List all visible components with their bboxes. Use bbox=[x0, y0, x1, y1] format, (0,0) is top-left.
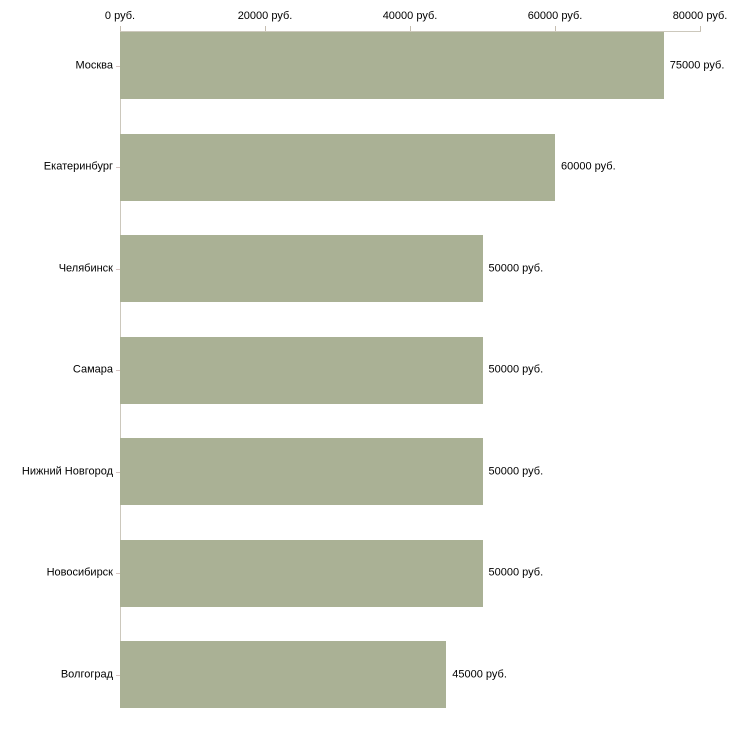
x-axis-tick-label: 60000 руб. bbox=[527, 10, 583, 22]
category-label: Челябинск bbox=[58, 262, 113, 274]
bar-5 bbox=[120, 438, 483, 505]
category-tick bbox=[116, 370, 120, 371]
category-tick bbox=[116, 66, 120, 67]
category-label: Новосибирск bbox=[46, 566, 113, 579]
value-label: 75000 руб. bbox=[669, 59, 725, 71]
bar-4 bbox=[120, 337, 483, 404]
value-label: 50000 руб. bbox=[488, 262, 544, 274]
category-label: Волгоград bbox=[60, 668, 113, 680]
x-axis-tick bbox=[410, 26, 411, 31]
x-axis-tick-label: 0 руб. bbox=[104, 10, 136, 22]
bar-1 bbox=[120, 32, 664, 99]
category-tick bbox=[116, 472, 120, 473]
x-axis-tick-label: 20000 руб. bbox=[237, 10, 293, 22]
category-tick bbox=[116, 573, 120, 574]
category-tick bbox=[116, 167, 120, 168]
bar-3 bbox=[120, 235, 483, 302]
x-axis-tick bbox=[265, 26, 266, 31]
bar-6 bbox=[120, 540, 483, 607]
category-label: Нижний Новгород bbox=[21, 465, 113, 477]
x-axis-tick-label: 80000 руб. bbox=[672, 10, 728, 22]
value-label: 50000 руб. bbox=[488, 566, 544, 579]
category-tick bbox=[116, 675, 120, 676]
x-axis-tick bbox=[700, 26, 701, 31]
value-label: 50000 руб. bbox=[488, 363, 544, 376]
value-label: 45000 руб. bbox=[452, 668, 507, 680]
bar-7 bbox=[120, 641, 446, 708]
category-tick bbox=[116, 269, 120, 270]
category-label: Москва bbox=[75, 59, 113, 71]
category-label: Екатеринбург bbox=[43, 160, 113, 173]
x-axis-tick bbox=[120, 26, 121, 31]
category-label: Самара bbox=[72, 363, 113, 376]
x-axis-tick bbox=[555, 26, 556, 31]
value-label: 50000 руб. bbox=[488, 465, 544, 477]
value-label: 60000 руб. bbox=[561, 160, 616, 173]
bar-2 bbox=[120, 134, 555, 201]
x-axis-tick-label: 40000 руб. bbox=[382, 10, 438, 22]
